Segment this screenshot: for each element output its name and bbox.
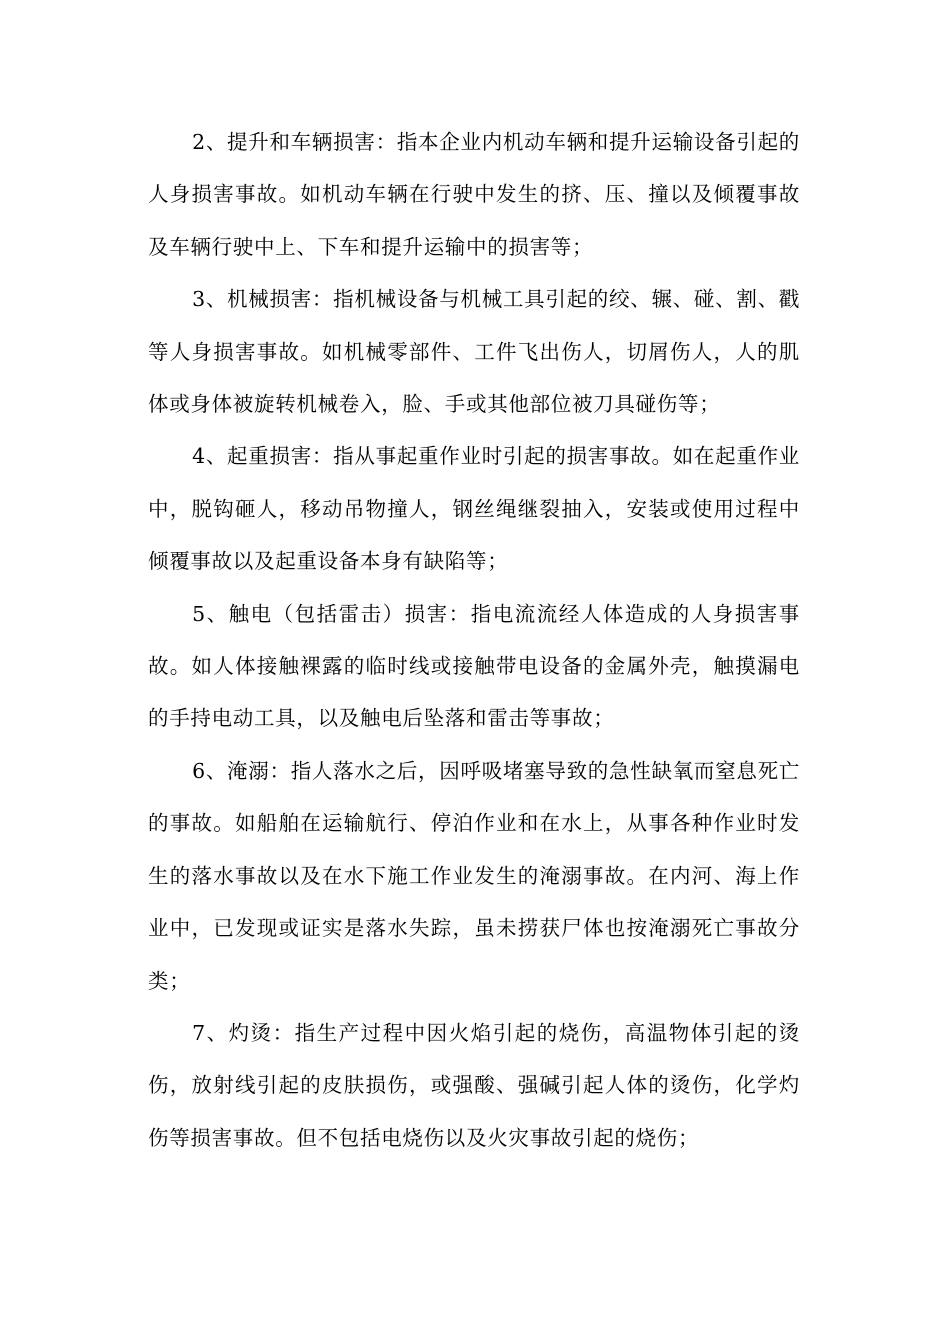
paragraph-lifting-vehicle-injury: 2、提升和车辆损害：指本企业内机动车辆和提升运输设备引起的人身损害事故。如机动车辆在行驶中发生的挤、压、撞以及倾覆事故及车辆行驶中上、下车和提升运输中的损害等；	[148, 130, 800, 259]
paragraph-mechanical-injury: 3、机械损害：指机械设备与机械工具引起的绞、辗、碰、割、戳等人身损害事故。如机械零部件、工件飞出伤人，切屑伤人，人的肌体或身体被旋转机械卷入，脸、手或其他部位被刀具碰伤等；	[148, 287, 800, 417]
document-body	[148, 116, 800, 1164]
paragraph-crane-injury: 4、起重损害：指从事起重作业时引起的损害事故。如在起重作业中，脱钩砸人，移动吊物撞人，钢丝绳继裂抽入，安装或使用过程中倾覆事故以及起重设备本身有缺陷等；	[148, 444, 800, 574]
paragraph-electric-shock-injury: 5、触电（包括雷击）损害：指电流流经人体造成的人身损害事故。如人体接触裸露的临时线或接触带电设备的金属外壳，触摸漏电的手持电动工具，以及触电后坠落和雷击等事故；	[148, 601, 800, 731]
paragraph-burns-scalds: 7、灼烫：指生产过程中因火焰引起的烧伤，高温物体引起的烫伤，放射线引起的皮肤损伤，或强酸、强碱引起人体的烫伤，化学灼伤等损害事故。但不包括电烧伤以及火灾事故引起的烧伤；	[148, 1020, 800, 1150]
paragraph-drowning: 6、淹溺：指人落水之后，因呼吸堵塞导致的急性缺氧而窒息死亡的事故。如船舶在运输航行、停泊作业和在水上，从事各种作业时发生的落水事故以及在水下施工作业发生的淹溺事故。在内河、海上作业中，已发现或证实是落水失踪，虽未捞获尸体也按淹溺死亡事故分类；	[148, 758, 800, 993]
